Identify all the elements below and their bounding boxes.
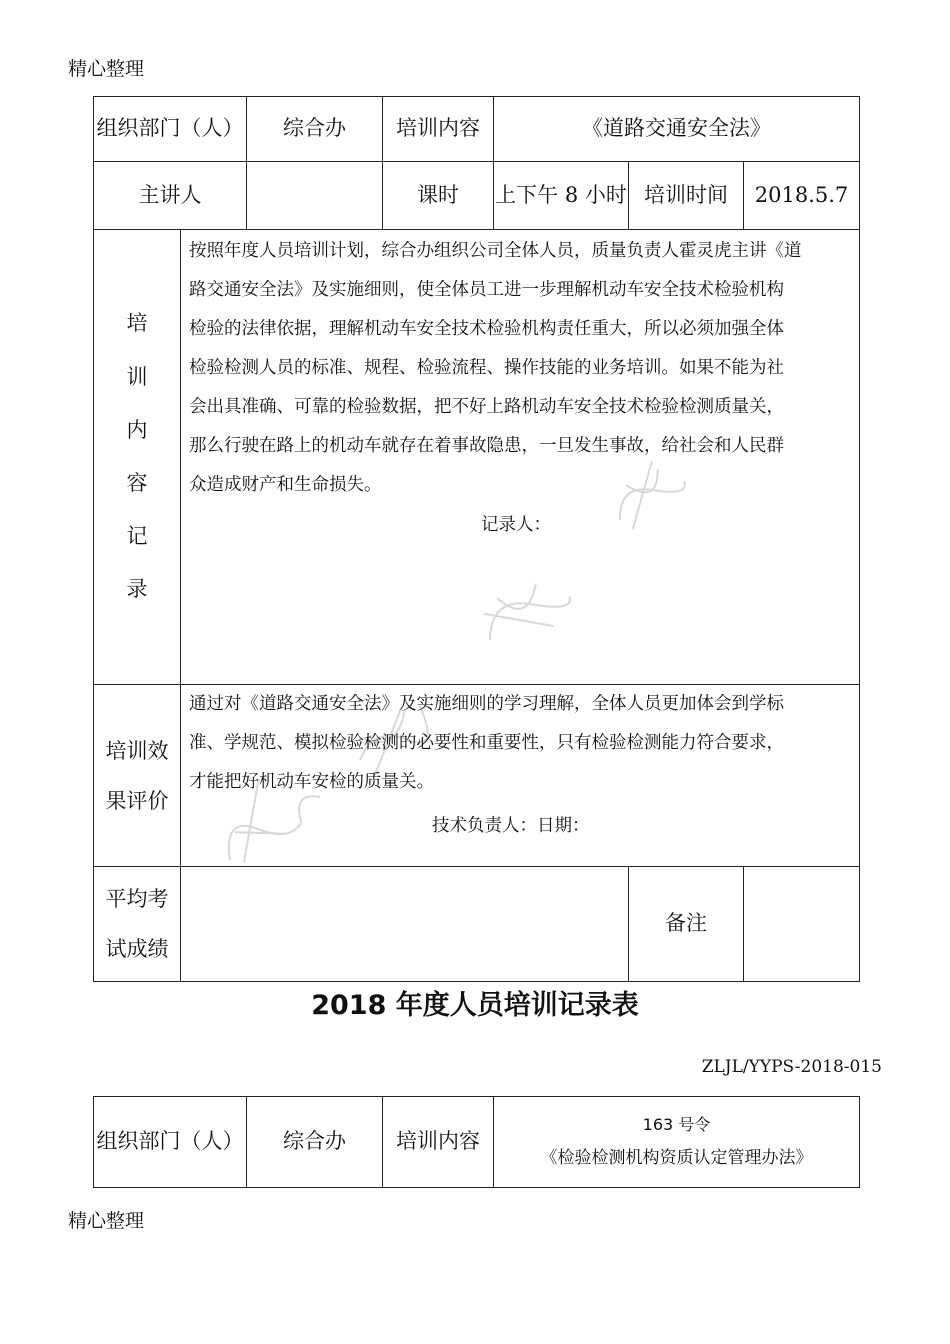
note-label: 备注 [629,867,744,982]
effect-line: 通过对《道路交通安全法》及实施细则的学习理解，全体人员更加体会到学标 [189,694,784,714]
effect-content [181,685,860,867]
record-line: 检验的法律依据，理解机动车安全技术检验机构责任重大，所以必须加强全体 [189,319,784,339]
record-content [181,230,860,685]
recorder-sign: 记录人： [481,515,551,535]
header-note: 精心整理 [68,58,145,80]
record-label-char: 录 [126,577,148,602]
time-label: 培训时间 [629,162,744,230]
training-record-table-2 [93,1096,860,1188]
content-label: 培训内容 [383,97,494,162]
content-value: 《道路交通安全法》 [494,97,860,162]
hours-value: 上下午 8 小时 [494,162,629,230]
hours-label: 课时 [383,162,494,230]
content-line: 《检验检测机构资质认定管理办法》 [540,1148,813,1169]
effect-paragraph [181,685,859,802]
speaker-value [247,162,383,230]
record-label [94,230,181,685]
score-label-line: 试成绩 [105,937,169,961]
record-line: 按照年度人员培训计划，综合办组织公司全体人员，质量负责人霍灵虎主讲《道 [189,241,802,261]
record-label-char: 培 [126,311,148,336]
speaker-label: 主讲人 [94,162,247,230]
record-paragraph [181,230,859,505]
record-label-char: 训 [126,364,148,389]
org-label: 组织部门（人） [94,97,247,162]
record-line: 检验检测人员的标准、规程、检验流程、操作技能的业务培训。如果不能为社 [189,358,784,378]
effect-label [94,685,181,867]
record-label-char: 内 [126,417,148,442]
record-line: 路交通安全法》及实施细则，使全体员工进一步理解机动车安全技术检验机构 [189,280,784,300]
note-value [744,867,860,982]
document-title: 2018 年度人员培训记录表 [311,990,639,1021]
org-value: 综合办 [247,1097,383,1188]
footer-note: 精心整理 [68,1210,145,1232]
record-label-char: 容 [126,471,148,495]
training-record-table [93,96,860,982]
effect-label-line: 果评价 [105,788,169,813]
record-line: 那么行驶在路上的机动车就存在着事故隐患，一旦发生事故，给社会和人民群 [189,436,784,456]
score-label-line: 平均考 [105,887,169,911]
content-label: 培训内容 [383,1097,494,1188]
effect-line: 才能把好机动车安检的质量关。 [189,772,434,792]
org-value: 综合办 [247,97,383,162]
record-line: 会出具准确、可靠的检验数据，把不好上路机动车安全技术检验检测质量关， [189,397,784,417]
score-label [94,867,181,982]
effect-line: 准、学规范、模拟检验检测的必要性和重要性，只有检验检测能力符合要求， [189,733,784,753]
content-line: 163 号令 [642,1115,711,1135]
record-label-char: 记 [126,524,148,549]
effect-label-line: 培训效 [105,738,169,763]
time-value: 2018.5.7 [744,162,860,230]
tech-sign: 技术负责人：日期： [432,816,590,836]
content-value [494,1097,860,1188]
record-line: 众造成财产和生命损失。 [189,475,382,495]
document-code: ZLJL/YYPS-2018-015 [701,1057,882,1077]
score-value [181,867,629,982]
org-label: 组织部门（人） [94,1097,247,1188]
